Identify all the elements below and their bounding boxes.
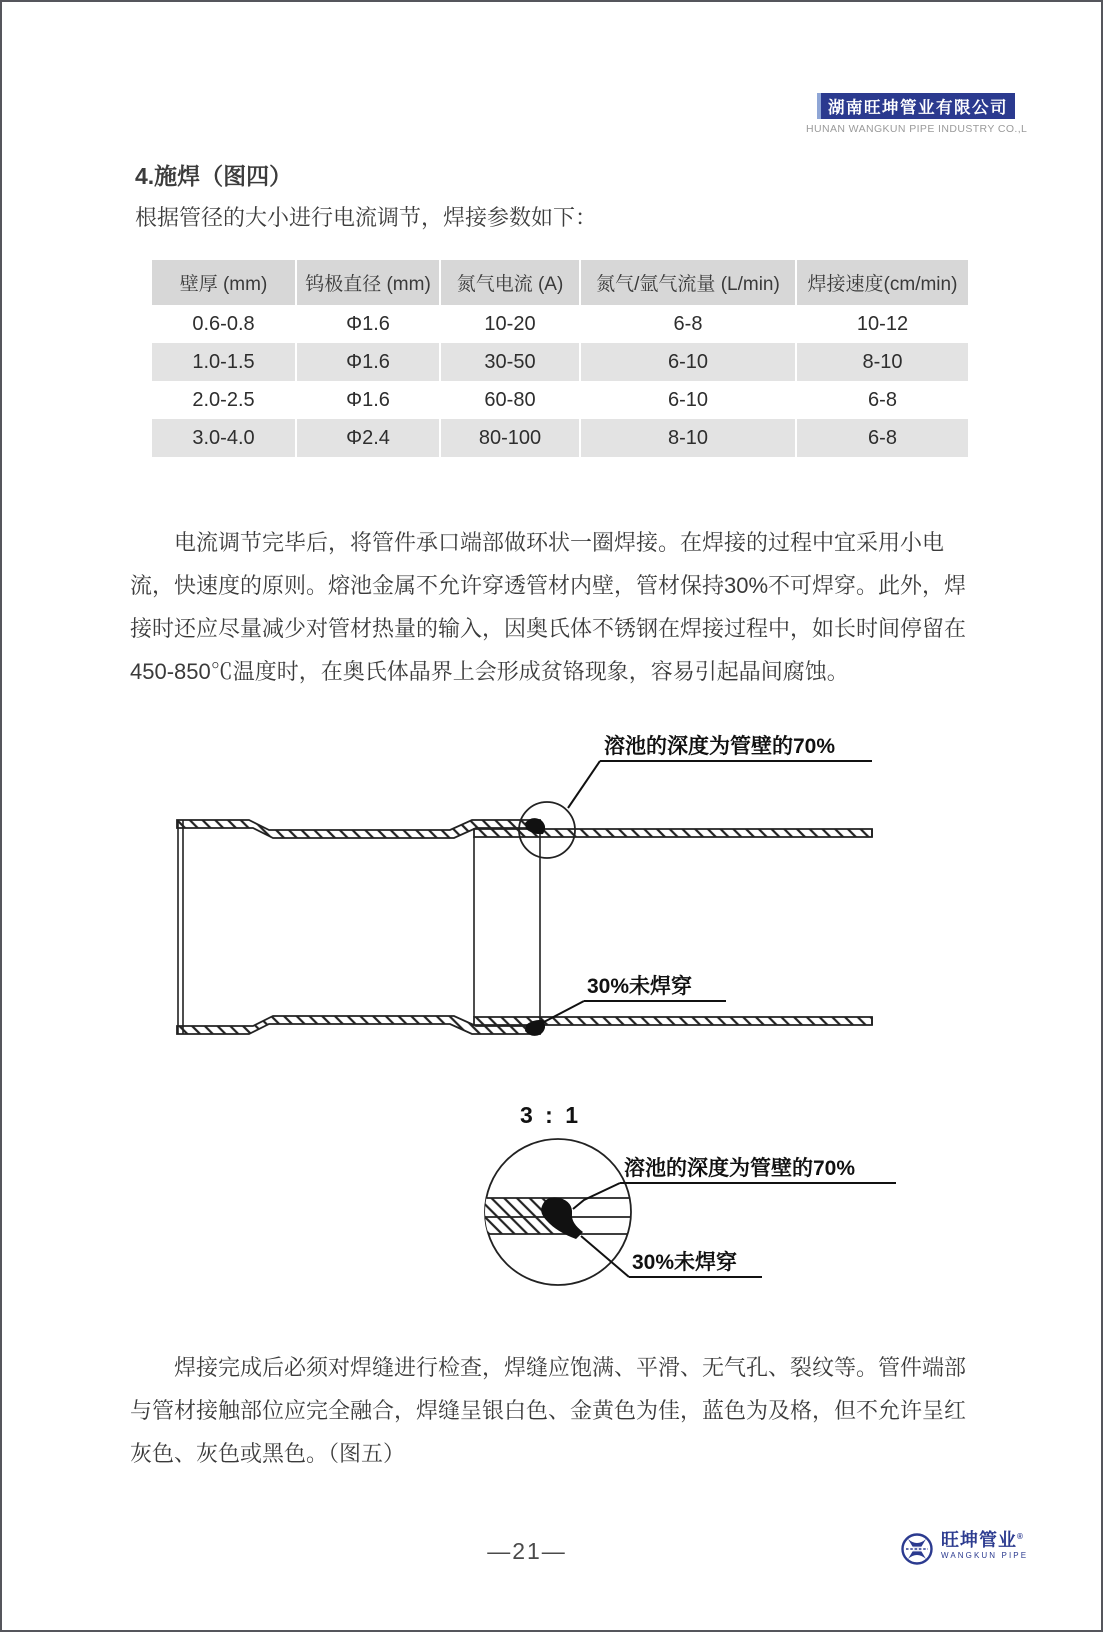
table-cell: 6-10: [580, 343, 796, 381]
paragraph-line: 焊接完成后必须对焊缝进行检查，焊缝应饱满、平滑、无气孔、裂纹等。管件端部: [174, 1355, 967, 1380]
logo-text-cn: 旺坤管业: [941, 1530, 1017, 1550]
paragraph-weld-inspection: [130, 1346, 982, 1475]
table-cell: Φ1.6: [296, 305, 440, 343]
figure-four-weld-diagram: [132, 717, 982, 1297]
registered-mark: ®: [1017, 1532, 1024, 1541]
table-row: [151, 381, 968, 419]
page-number: —21—: [487, 1538, 567, 1564]
table-cell: Φ2.4: [296, 419, 440, 457]
table-cell: 2.0-2.5: [151, 381, 296, 419]
table-row: [151, 305, 968, 343]
section-title: 4.施焊（图四）: [135, 163, 293, 189]
welding-parameter-table: [150, 260, 968, 457]
table-row: [151, 419, 968, 457]
wangkun-logo-icon: [900, 1531, 936, 1567]
paragraph-line: 450-850℃温度时，在奥氏体晶界上会形成贫铬现象，容易引起晶间腐蚀。: [130, 659, 849, 684]
label-pool-detail: 溶池的深度为管壁的70%: [624, 1157, 856, 1180]
leader-pool-main: [568, 761, 600, 808]
company-name-cn: 湖南旺坤管业有限公司: [828, 99, 1008, 117]
table-cell: 3.0-4.0: [151, 419, 296, 457]
table-cell: 30-50: [440, 343, 580, 381]
table-cell: 6-10: [580, 381, 796, 419]
table-header-cell: 壁厚 (mm): [151, 260, 296, 305]
paragraph-welding-procedure: [130, 521, 982, 693]
paragraph-line: 电流调节完毕后，将管件承口端部做环状一圈焊接。在焊接的过程中宜采用小电: [174, 530, 945, 555]
table-cell: 6-8: [580, 305, 796, 343]
table-header-row: [151, 260, 968, 305]
table-cell: 60-80: [440, 381, 580, 419]
leader-unwelded-detail: [581, 1236, 629, 1277]
logo-text-en: WANGKUN PIPE: [941, 1551, 1029, 1560]
table-cell: 80-100: [440, 419, 580, 457]
footer-logo: [900, 1531, 1028, 1567]
paragraph-line: 流，快速度的原则。熔池金属不允许穿透管材内壁，管材保持30%不可焊穿。此外，焊: [130, 573, 967, 598]
table-cell: 1.0-1.5: [151, 343, 296, 381]
table-header-cell: 焊接速度(cm/min): [796, 260, 968, 305]
table-body: [151, 305, 968, 457]
table-header-cell: 氮气/氩气流量 (L/min): [580, 260, 796, 305]
table-header-cell: 钨极直径 (mm): [296, 260, 440, 305]
label-unwelded-detail: 30%未焊穿: [632, 1251, 738, 1274]
table-cell: 6-8: [796, 419, 968, 457]
table-cell: 6-8: [796, 381, 968, 419]
table-cell: Φ1.6: [296, 381, 440, 419]
scale-label: 3 : 1: [520, 1102, 582, 1128]
table-row: [151, 343, 968, 381]
paragraph-line: 与管材接触部位应完全融合，焊缝呈银白色、金黄色为佳，蓝色为及格，但不允许呈红: [130, 1398, 967, 1423]
label-pool-main: 溶池的深度为管壁的70%: [604, 735, 836, 758]
table-cell: 10-12: [796, 305, 968, 343]
paragraph-line: 灰色、灰色或黑色。（图五）: [130, 1441, 406, 1466]
table-cell: 10-20: [440, 305, 580, 343]
table-cell: Φ1.6: [296, 343, 440, 381]
paragraph-line: 接时还应尽量减少对管材热量的输入，因奥氏体不锈钢在焊接过程中，如长时间停留在: [130, 616, 967, 641]
leader-pool-detail: [573, 1183, 620, 1209]
table-cell: 8-10: [796, 343, 968, 381]
detail-section: [484, 1197, 632, 1239]
company-banner: [817, 93, 1015, 119]
company-name-en: HUNAN WANGKUN PIPE INDUSTRY CO.,L: [806, 123, 1028, 135]
table-cell: 0.6-0.8: [151, 305, 296, 343]
label-unwelded-main: 30%未焊穿: [587, 975, 693, 998]
table-header-cell: 氮气电流 (A): [440, 260, 580, 305]
section-intro: 根据管径的大小进行电流调节，焊接参数如下：: [135, 205, 598, 230]
table-cell: 8-10: [580, 419, 796, 457]
